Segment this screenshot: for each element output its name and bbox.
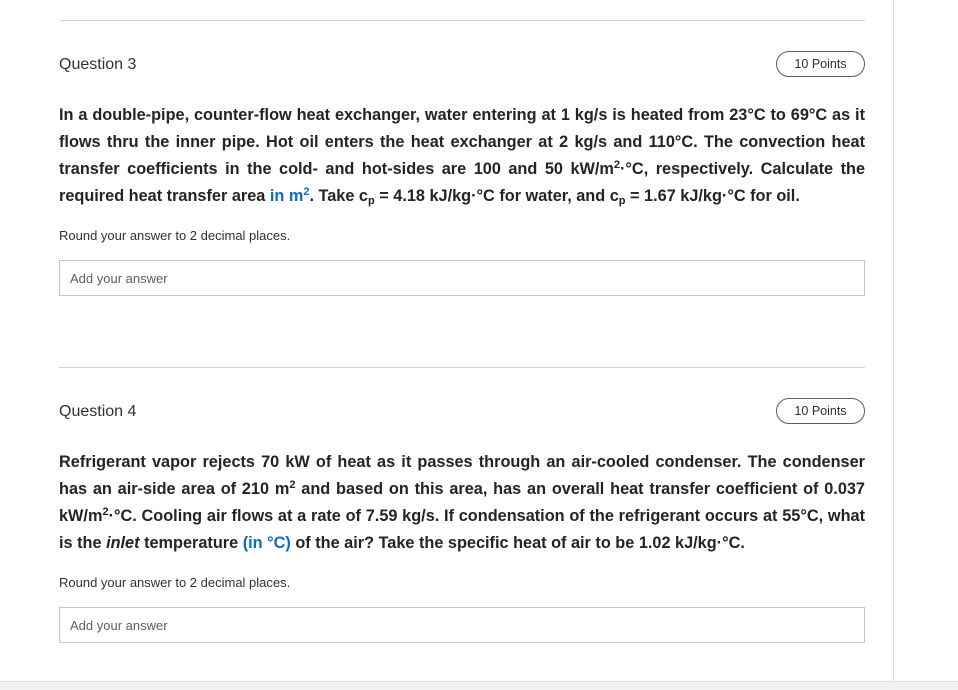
question-divider (59, 20, 865, 21)
question-header (59, 51, 865, 81)
content-right-border (893, 0, 894, 681)
question-card-4 (59, 367, 865, 643)
horizontal-scrollbar[interactable] (0, 681, 958, 690)
question-title: Question 4 (59, 403, 137, 420)
rounding-hint: Round your answer to 2 decimal places. (59, 228, 291, 243)
answer-input[interactable] (59, 607, 865, 643)
question-header (59, 398, 865, 428)
question-title: Question 3 (59, 56, 137, 73)
question-text: In a double-pipe, counter-flow heat exchanger, water entering at 1 kg/s is heated from 23°C to 69°C as it flows thru the inner pipe. Hot oil enters the heat exchanger at 2 kg/s and 110°C. The convection heat transfer coefficients in the cold- and hot-sides are 100 and 50 $kW/m^2\cdot^\circ C$, respectively. Calculate the required heat transfer area in $m^2$. Take $c_p = 4.18$ kJ/kg·°C for water, and $c_p = 1.67$ kJ/kg·°C for oil. (59, 106, 865, 207)
points-badge: 10 Points (776, 51, 865, 77)
unit-hint: in $m^2$ (269, 186, 310, 205)
unit-hint: (in °C) (242, 534, 291, 552)
question-divider (59, 367, 865, 368)
question-text: Refrigerant vapor rejects 70 kW of heat as it passes through an air-cooled condenser. The condenser has an air-side area of 210 $m^2$ and based on this area, has an overall heat transfer coefficient of 0.037 $kW/m^2\cdot^\circ C$. Cooling air flows at a rate of 7.59 kg/s. If condensation of the refrigerant occurs at 55°C, what is the inlet temperature (in °C) of the air? Take the specific heat of air to be 1.02 kJ/kg·°C. (59, 453, 865, 552)
answer-input[interactable] (59, 260, 865, 296)
question-card-3 (59, 20, 865, 296)
rounding-hint: Round your answer to 2 decimal places. (59, 575, 291, 590)
points-badge: 10 Points (776, 398, 865, 424)
